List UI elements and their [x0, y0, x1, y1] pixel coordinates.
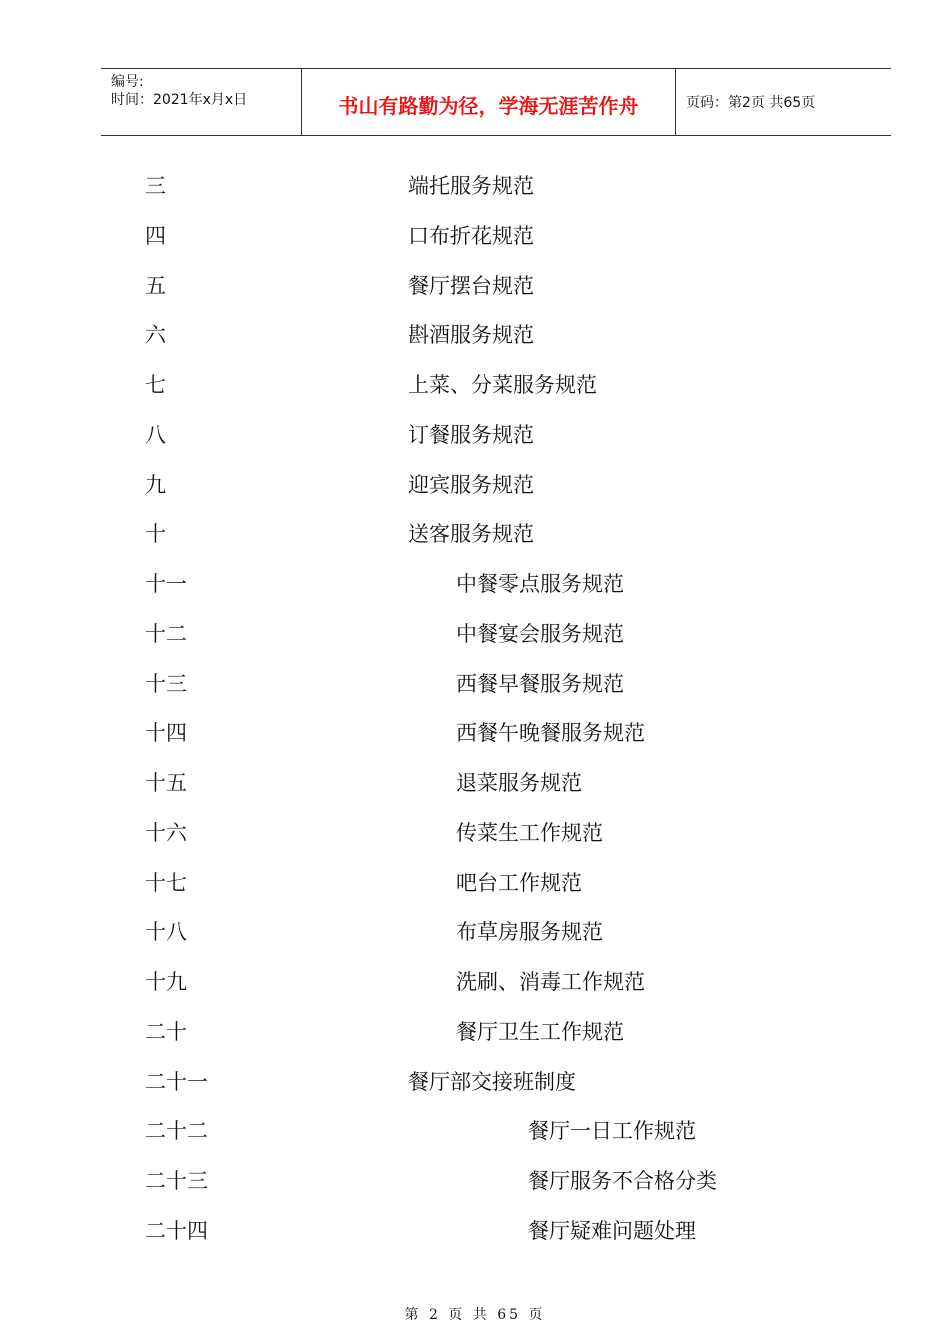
toc-title: 吧台工作规范 — [456, 870, 582, 895]
toc-title: 西餐早餐服务规范 — [456, 671, 624, 696]
header-meta — [101, 69, 301, 135]
serial-label: 编号: — [111, 74, 144, 90]
list-item — [0, 619, 950, 649]
toc-title: 端托服务规范 — [408, 174, 534, 198]
toc-number: 十八 — [145, 920, 187, 945]
page-footer: 第 2 页 共 65 页 — [404, 1307, 546, 1323]
toc-number: 十三 — [145, 671, 187, 696]
toc-title: 中餐宴会服务规范 — [456, 621, 624, 646]
toc-number: 四 — [145, 223, 166, 248]
toc-title: 洗刷、消毒工作规范 — [456, 970, 645, 994]
toc-number: 十四 — [145, 721, 187, 746]
list-item — [0, 768, 950, 798]
list-item — [0, 1067, 950, 1097]
toc-title: 餐厅部交接班制度 — [408, 1069, 576, 1094]
list-item — [0, 1166, 950, 1196]
toc-number: 二十四 — [145, 1218, 208, 1243]
toc-title: 餐厅一日工作规范 — [528, 1119, 696, 1144]
list-item — [0, 718, 950, 748]
toc-number: 二十三 — [145, 1169, 208, 1193]
page-header — [101, 68, 891, 136]
header-motto-cell — [301, 69, 676, 135]
toc-title: 西餐午晚餐服务规范 — [456, 721, 645, 746]
toc-title: 上菜、分菜服务规范 — [408, 373, 597, 397]
list-item — [0, 171, 950, 201]
toc-number: 十九 — [145, 970, 187, 994]
toc-title: 斟酒服务规范 — [408, 323, 534, 348]
toc-number: 十 — [145, 522, 166, 547]
toc-title: 餐厅摆台规范 — [408, 273, 534, 298]
toc-number: 二十 — [145, 1019, 187, 1044]
toc-number: 七 — [145, 373, 166, 397]
toc-number: 六 — [145, 323, 166, 348]
list-item — [0, 569, 950, 599]
list-item — [0, 271, 950, 301]
toc-title: 退菜服务规范 — [456, 771, 582, 795]
list-item — [0, 967, 950, 997]
toc-number: 十六 — [145, 820, 187, 845]
toc-number: 十一 — [145, 572, 187, 596]
toc-number: 八 — [145, 422, 166, 447]
list-item — [0, 917, 950, 947]
list-item — [0, 519, 950, 549]
toc-title: 口布折花规范 — [408, 223, 534, 248]
toc-number: 十二 — [145, 621, 187, 646]
list-item — [0, 221, 950, 251]
toc-title: 迎宾服务规范 — [408, 472, 534, 497]
list-item — [0, 669, 950, 699]
list-item — [0, 868, 950, 898]
toc-title: 餐厅疑难问题处理 — [528, 1218, 696, 1243]
toc-number: 十七 — [145, 870, 187, 895]
toc-title: 餐厅服务不合格分类 — [528, 1169, 717, 1193]
time-label: 时间：2021年x月x日 — [111, 92, 248, 108]
list-item — [0, 818, 950, 848]
toc-number: 二十一 — [145, 1069, 208, 1094]
list-item — [0, 1116, 950, 1146]
toc-number: 九 — [145, 472, 166, 497]
page-label: 页码：第2页 共65页 — [686, 95, 816, 111]
toc-title: 送客服务规范 — [408, 522, 534, 547]
toc-number: 二十二 — [145, 1119, 208, 1144]
toc-title: 中餐零点服务规范 — [456, 572, 624, 596]
list-item — [0, 420, 950, 450]
list-item — [0, 1216, 950, 1246]
list-item — [0, 320, 950, 350]
toc-number: 五 — [145, 273, 166, 298]
toc-title: 餐厅卫生工作规范 — [456, 1019, 624, 1044]
list-item — [0, 1017, 950, 1047]
toc-title: 订餐服务规范 — [408, 422, 534, 447]
motto-text: 书山有路勤为径，学海无涯苦作舟 — [338, 93, 639, 118]
list-item — [0, 470, 950, 500]
list-item — [0, 370, 950, 400]
header-page-cell — [676, 69, 891, 135]
toc-number: 三 — [145, 174, 166, 198]
toc-title: 传菜生工作规范 — [456, 820, 603, 845]
toc-title: 布草房服务规范 — [456, 920, 603, 945]
toc-number: 十五 — [145, 771, 187, 795]
